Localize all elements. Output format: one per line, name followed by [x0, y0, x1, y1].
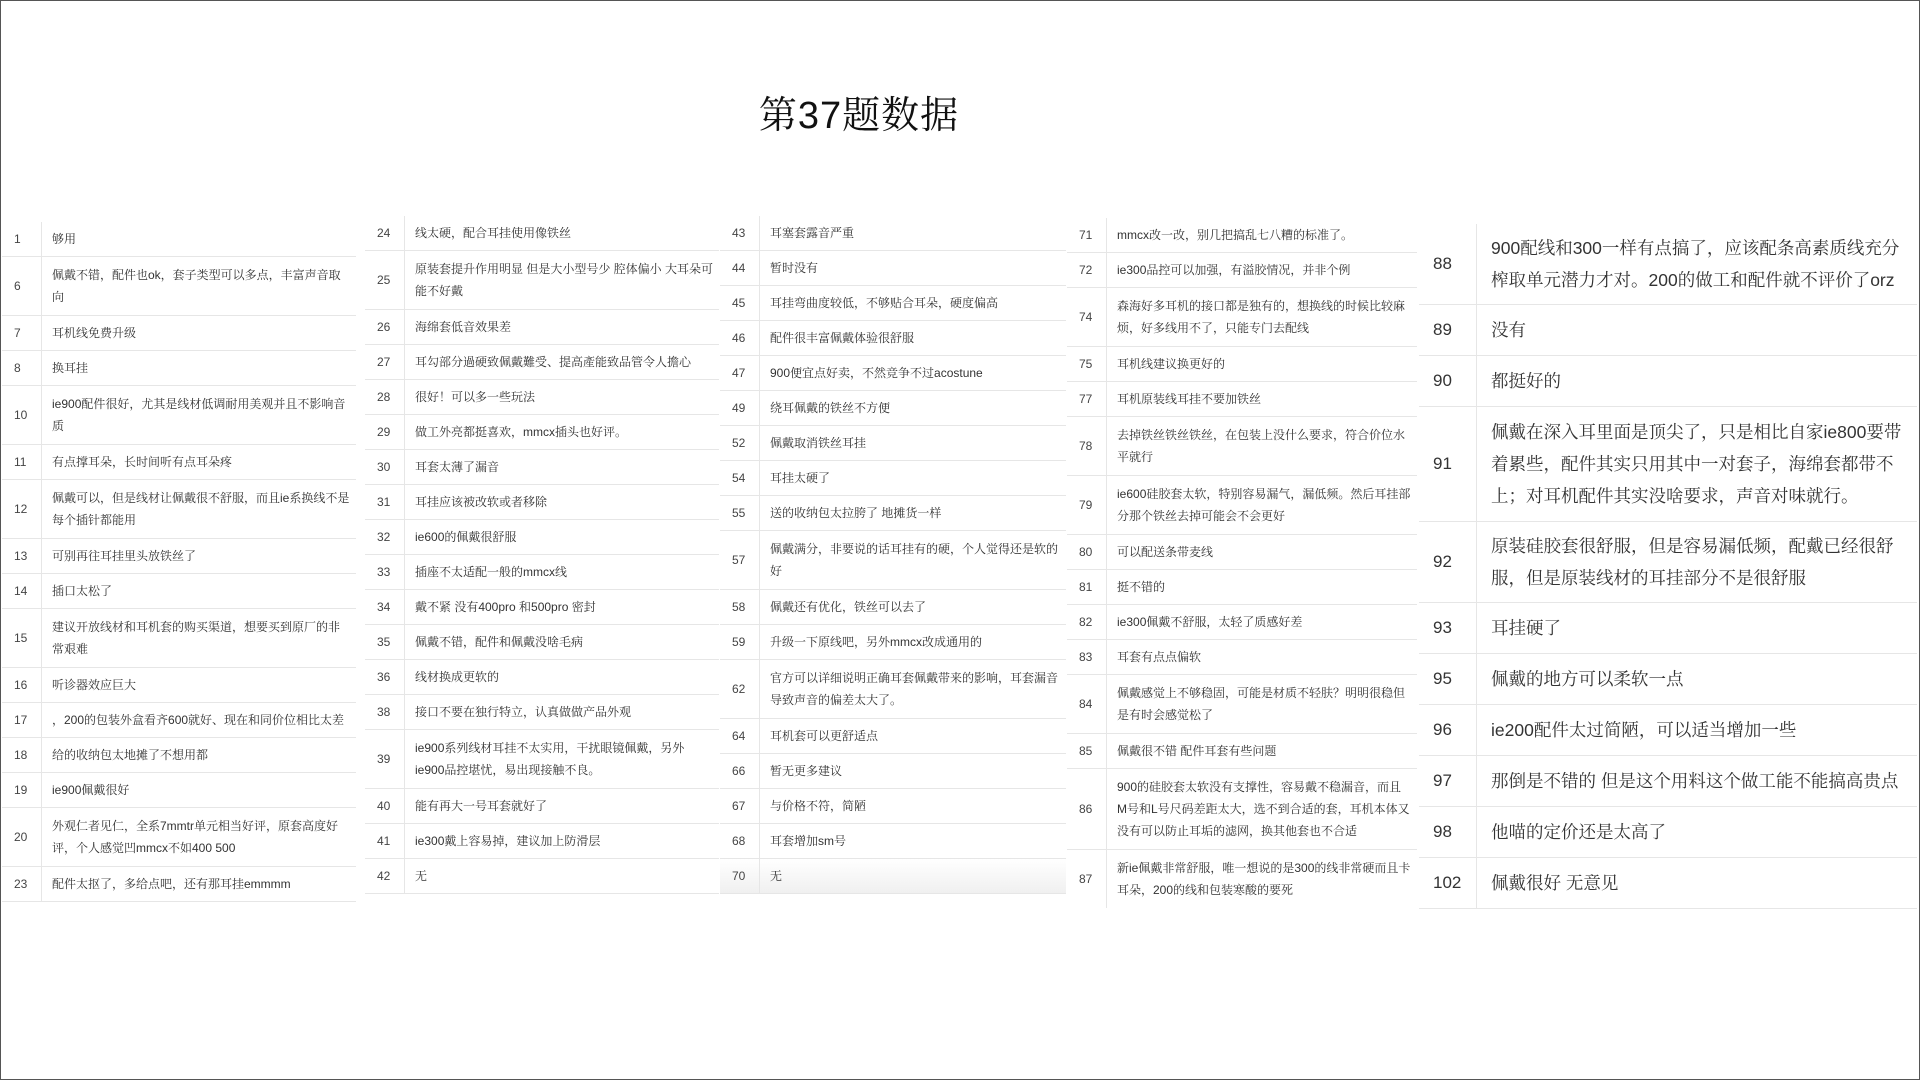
- table-row: [720, 251, 1066, 286]
- row-number: 96: [1419, 705, 1477, 755]
- row-number: 46: [720, 321, 760, 355]
- row-number: 71: [1067, 218, 1107, 252]
- table-row: [720, 590, 1066, 625]
- row-number: 47: [720, 356, 760, 390]
- row-text: 给的收纳包太地摊了不想用都: [52, 748, 209, 762]
- row-number: 52: [720, 426, 760, 460]
- table-row: [2, 222, 356, 257]
- row-text: 无: [415, 869, 428, 883]
- table-row: [1419, 705, 1917, 756]
- table-row: [365, 310, 719, 345]
- table-column-2: [365, 216, 719, 894]
- table-row: [720, 426, 1066, 461]
- row-number: 66: [720, 754, 760, 788]
- row-number: 90: [1419, 356, 1477, 406]
- table-row: [2, 386, 356, 445]
- row-number: 29: [365, 415, 405, 449]
- table-row: [1067, 288, 1417, 347]
- row-text: ie900配件很好，尤其是线材低调耐用美观并且不影响音质: [52, 397, 346, 433]
- table-row: [1067, 570, 1417, 605]
- row-text: 新ie佩戴非常舒服，唯一想说的是300的线非常硬而且卡耳朵，200的线和包装寒酸的要死: [1117, 861, 1411, 897]
- row-text: 插座不太适配一般的mmcx线: [415, 565, 567, 579]
- row-text: ie300品控可以加强，有溢胶情况，并非个例: [1117, 263, 1351, 277]
- table-row: [720, 356, 1066, 391]
- table-row: [365, 730, 719, 789]
- row-number: 77: [1067, 382, 1107, 416]
- row-text: 配件太抠了，多给点吧，还有那耳挂emmmm: [52, 877, 291, 891]
- table-row: [2, 480, 356, 539]
- row-number: 18: [2, 738, 42, 772]
- row-text: 900配线和300一样有点搞了，应该配条高素质线充分榨取单元潜力才对。200的做工和配件就不评价了orz: [1491, 238, 1900, 290]
- table-row: [720, 719, 1066, 754]
- table-row: [2, 445, 356, 480]
- row-text: 佩戴在深入耳里面是顶尖了，只是相比自家ie800要带着累些，配件其实只用其中一对套子，海绵套都带不上；对耳机配件其实没啥要求，声音对味就行。: [1491, 422, 1902, 506]
- table-row: [365, 485, 719, 520]
- table-row: [365, 555, 719, 590]
- table-row: [365, 216, 719, 251]
- row-text: 绕耳佩戴的铁丝不方便: [770, 401, 891, 415]
- row-number: 30: [365, 450, 405, 484]
- row-text: 900的硅胶套太软没有支撑性，容易戴不稳漏音，而且M号和L号尺码差距太大，选不到合适的套，耳机本体又没有可以防止耳垢的滤网，换其他套也不合适: [1117, 780, 1410, 838]
- row-text: 耳机套可以更舒适点: [770, 729, 879, 743]
- row-text: 线材换成更软的: [415, 670, 500, 684]
- page-title: 第37题数据: [758, 95, 960, 137]
- row-number: 14: [2, 574, 42, 608]
- table-row: [1067, 769, 1417, 850]
- table-row: [720, 216, 1066, 251]
- row-text: 900便宜点好卖，不然竞争不过acostune: [770, 366, 983, 380]
- row-text: 耳塞套露音严重: [770, 226, 855, 240]
- table-row: [365, 859, 719, 894]
- row-number: 84: [1067, 675, 1107, 733]
- table-column-5: [1419, 224, 1917, 909]
- table-row: [2, 574, 356, 609]
- row-text: ie900系列线材耳挂不太实用，干扰眼镜佩戴，另外ie900品控堪忧，易出现接触不良。: [415, 741, 685, 777]
- table-row: [1419, 654, 1917, 705]
- row-number: 49: [720, 391, 760, 425]
- row-number: 78: [1067, 417, 1107, 475]
- table-row: [2, 351, 356, 386]
- row-number: 24: [365, 216, 405, 250]
- table-row: [365, 625, 719, 660]
- table-row: [720, 859, 1066, 894]
- table-row: [1419, 407, 1917, 522]
- table-row: [2, 703, 356, 738]
- row-text: 挺不错的: [1117, 580, 1166, 594]
- row-text: 佩戴还有优化，铁丝可以去了: [770, 600, 927, 614]
- row-number: 16: [2, 668, 42, 702]
- row-number: 91: [1419, 407, 1477, 521]
- row-number: 88: [1419, 224, 1477, 304]
- row-text: 原装硅胶套很舒服，但是容易漏低频，配戴已经很舒服，但是原装线材的耳挂部分不是很舒服: [1491, 536, 1894, 588]
- table-row: [1067, 734, 1417, 769]
- row-number: 36: [365, 660, 405, 694]
- table-row: [720, 824, 1066, 859]
- row-text: 外观仁者见仁，全系7mmtr单元相当好评，原套高度好评，个人感觉凹mmcx不如400 500: [52, 819, 338, 855]
- table-row: [1419, 356, 1917, 407]
- table-row: [720, 625, 1066, 660]
- row-text: 耳机线免费升级: [52, 326, 137, 340]
- row-text: 佩戴感觉上不够稳固，可能是材质不轻肤？明明很稳但是有时会感觉松了: [1117, 686, 1406, 722]
- row-text: 戴不紧 没有400pro 和500pro 密封: [415, 600, 596, 614]
- table-row: [720, 286, 1066, 321]
- row-number: 85: [1067, 734, 1107, 768]
- row-text: 可别再往耳挂里头放铁丝了: [52, 549, 197, 563]
- table-row: [1067, 850, 1417, 908]
- row-number: 1: [2, 222, 42, 256]
- table-row: [720, 660, 1066, 719]
- row-text: 海绵套低音效果差: [415, 320, 512, 334]
- table-row: [720, 789, 1066, 824]
- table-row: [2, 257, 356, 316]
- row-text: ie600的佩戴很舒服: [415, 530, 517, 544]
- row-number: 58: [720, 590, 760, 624]
- row-text: ie300佩戴不舒服，太轻了质感好差: [1117, 615, 1303, 629]
- row-number: 59: [720, 625, 760, 659]
- row-text: ie300戴上容易掉，建议加上防滑层: [415, 834, 601, 848]
- table-row: [365, 824, 719, 859]
- row-text: 可以配送条带麦线: [1117, 545, 1214, 559]
- row-text: 听诊器效应巨大: [52, 678, 137, 692]
- table-row: [365, 251, 719, 310]
- row-text: 没有: [1491, 320, 1526, 340]
- row-text: 佩戴的地方可以柔软一点: [1491, 669, 1684, 689]
- row-number: 25: [365, 251, 405, 309]
- row-text: 与价格不符，简陋: [770, 799, 867, 813]
- row-number: 80: [1067, 535, 1107, 569]
- table-row: [1067, 640, 1417, 675]
- row-number: 45: [720, 286, 760, 320]
- row-number: 11: [2, 445, 42, 479]
- row-text: 佩戴不错，配件和佩戴没啥毛病: [415, 635, 584, 649]
- row-text: 插口太松了: [52, 584, 113, 598]
- row-number: 102: [1419, 858, 1477, 908]
- row-text: 耳挂应该被改软或者移除: [415, 495, 548, 509]
- row-text: 能有再大一号耳套就好了: [415, 799, 548, 813]
- row-number: 26: [365, 310, 405, 344]
- row-text: 佩戴很不错 配件耳套有些问题: [1117, 744, 1277, 758]
- row-number: 32: [365, 520, 405, 554]
- row-number: 15: [2, 609, 42, 667]
- row-number: 68: [720, 824, 760, 858]
- table-row: [720, 754, 1066, 789]
- row-text: 暂无更多建议: [770, 764, 843, 778]
- row-text: 耳套太薄了漏音: [415, 460, 500, 474]
- row-text: 佩戴不错，配件也ok，套子类型可以多点，丰富声音取向: [52, 268, 341, 304]
- table-row: [2, 773, 356, 808]
- row-text: 佩戴很好 无意见: [1491, 873, 1619, 893]
- row-number: 72: [1067, 253, 1107, 287]
- row-number: 74: [1067, 288, 1107, 346]
- row-number: 7: [2, 316, 42, 350]
- row-text: 那倒是不错的 但是这个用料这个做工能不能搞高贵点: [1491, 771, 1899, 791]
- row-number: 43: [720, 216, 760, 250]
- row-text: ie900佩戴很好: [52, 783, 130, 797]
- row-text: 无: [770, 869, 783, 883]
- row-text: 他喵的定价还是太高了: [1491, 822, 1666, 842]
- row-text: ，200的包装外盒看齐600就好、现在和同价位相比太差: [52, 713, 345, 727]
- row-number: 62: [720, 660, 760, 718]
- row-text: 暂时没有: [770, 261, 819, 275]
- table-row: [1419, 756, 1917, 807]
- row-number: 8: [2, 351, 42, 385]
- table-row: [2, 539, 356, 574]
- table-row: [1067, 417, 1417, 476]
- table-column-1: [2, 222, 356, 902]
- row-text: 耳套增加sm号: [770, 834, 846, 848]
- row-number: 95: [1419, 654, 1477, 704]
- row-number: 6: [2, 257, 42, 315]
- row-number: 38: [365, 695, 405, 729]
- table-row: [2, 808, 356, 867]
- table-row: [1067, 253, 1417, 288]
- row-text: 建议开放线材和耳机套的购买渠道，想要买到原厂的非常艰难: [52, 620, 341, 656]
- table-row: [1067, 218, 1417, 253]
- row-text: 耳挂弯曲度较低，不够贴合耳朵，硬度偏高: [770, 296, 999, 310]
- table-row: [720, 496, 1066, 531]
- table-row: [365, 520, 719, 555]
- row-text: ie200配件太过简陋，可以适当增加一些: [1491, 720, 1797, 740]
- row-number: 12: [2, 480, 42, 538]
- table-row: [720, 461, 1066, 496]
- row-text: 做工外亮都挺喜欢，mmcx插头也好评。: [415, 425, 627, 439]
- table-row: [365, 590, 719, 625]
- table-row: [1067, 382, 1417, 417]
- row-number: 70: [720, 859, 760, 893]
- row-number: 42: [365, 859, 405, 893]
- table-row: [720, 531, 1066, 590]
- row-number: 57: [720, 531, 760, 589]
- row-number: 44: [720, 251, 760, 285]
- table-row: [1419, 305, 1917, 356]
- table-column-4: [1067, 218, 1417, 908]
- row-number: 33: [365, 555, 405, 589]
- row-number: 86: [1067, 769, 1107, 849]
- row-text: mmcx改一改，别几把搞乱七八糟的标准了。: [1117, 228, 1353, 242]
- row-text: 有点撑耳朵，长时间听有点耳朵疼: [52, 455, 233, 469]
- table-row: [720, 391, 1066, 426]
- row-number: 79: [1067, 476, 1107, 534]
- row-number: 81: [1067, 570, 1107, 604]
- table-row: [365, 415, 719, 450]
- row-number: 83: [1067, 640, 1107, 674]
- row-number: 19: [2, 773, 42, 807]
- table-column-3: [720, 216, 1066, 894]
- row-number: 55: [720, 496, 760, 530]
- table-row: [1067, 675, 1417, 734]
- table-row: [1419, 807, 1917, 858]
- table-row: [365, 450, 719, 485]
- table-row: [365, 789, 719, 824]
- row-text: 佩戴取消铁丝耳挂: [770, 436, 867, 450]
- row-text: 耳套有点点偏软: [1117, 650, 1202, 664]
- table-row: [1067, 605, 1417, 640]
- row-number: 64: [720, 719, 760, 753]
- row-text: 原装套提升作用明显 但是大小型号少 腔体偏小 大耳朵可能不好戴: [415, 262, 714, 298]
- table-row: [2, 668, 356, 703]
- row-number: 34: [365, 590, 405, 624]
- row-text: 够用: [52, 232, 77, 246]
- row-number: 75: [1067, 347, 1107, 381]
- table-row: [365, 695, 719, 730]
- row-text: 耳机原装线耳挂不要加铁丝: [1117, 392, 1262, 406]
- row-text: 线太硬，配合耳挂使用像铁丝: [415, 226, 572, 240]
- row-text: 去掉铁丝铁丝铁丝，在包装上没什么要求，符合价位水平就行: [1117, 428, 1406, 464]
- table-row: [2, 609, 356, 668]
- row-number: 67: [720, 789, 760, 823]
- row-text: ie600硅胶套太软，特别容易漏气，漏低频。然后耳挂部分那个铁丝去掉可能会不会更好: [1117, 487, 1411, 523]
- row-number: 41: [365, 824, 405, 858]
- table-row: [1067, 476, 1417, 535]
- row-number: 97: [1419, 756, 1477, 806]
- row-number: 27: [365, 345, 405, 379]
- row-text: 佩戴满分，非要说的话耳挂有的硬，个人觉得还是软的好: [770, 542, 1059, 578]
- table-row: [1419, 224, 1917, 305]
- row-number: 93: [1419, 603, 1477, 653]
- table-row: [1419, 858, 1917, 909]
- row-number: 82: [1067, 605, 1107, 639]
- table-row: [365, 345, 719, 380]
- row-text: 升级一下原线吧，另外mmcx改成通用的: [770, 635, 982, 649]
- row-number: 98: [1419, 807, 1477, 857]
- row-number: 17: [2, 703, 42, 737]
- row-text: 耳挂硬了: [1491, 618, 1561, 638]
- table-row: [1067, 347, 1417, 382]
- row-number: 40: [365, 789, 405, 823]
- table-row: [1419, 603, 1917, 654]
- row-text: 耳机线建议换更好的: [1117, 357, 1226, 371]
- row-number: 13: [2, 539, 42, 573]
- row-number: 20: [2, 808, 42, 866]
- row-number: 35: [365, 625, 405, 659]
- row-number: 28: [365, 380, 405, 414]
- row-text: 佩戴可以，但是线材让佩戴很不舒服，而且ie系换线不是每个插针都能用: [52, 491, 350, 527]
- table-row: [1067, 535, 1417, 570]
- row-number: 87: [1067, 850, 1107, 908]
- row-text: 接口不要在独行特立，认真做做产品外观: [415, 705, 632, 719]
- row-number: 31: [365, 485, 405, 519]
- row-number: 92: [1419, 522, 1477, 602]
- table-row: [365, 660, 719, 695]
- table-row: [365, 380, 719, 415]
- row-text: 官方可以详细说明正确耳套佩戴带来的影响，耳套漏音导致声音的偏差太大了。: [770, 671, 1059, 707]
- row-text: 耳勾部分過硬致佩戴難受、提高產能致品管令人擔心: [415, 355, 692, 369]
- row-text: 都挺好的: [1491, 371, 1561, 391]
- row-text: 耳挂太硬了: [770, 471, 831, 485]
- row-text: 配件很丰富佩戴体验很舒服: [770, 331, 915, 345]
- table-row: [2, 316, 356, 351]
- row-number: 23: [2, 867, 42, 901]
- row-number: 89: [1419, 305, 1477, 355]
- row-text: 换耳挂: [52, 361, 89, 375]
- table-row: [1419, 522, 1917, 603]
- table-row: [720, 321, 1066, 356]
- table-row: [2, 738, 356, 773]
- row-number: 10: [2, 386, 42, 444]
- row-text: 送的收纳包太拉胯了 地摊货一样: [770, 506, 942, 520]
- table-row: [2, 867, 356, 902]
- row-number: 54: [720, 461, 760, 495]
- row-text: 森海好多耳机的接口都是独有的，想换线的时候比较麻烦，好多线用不了，只能专门去配线: [1117, 299, 1406, 335]
- row-number: 39: [365, 730, 405, 788]
- row-text: 很好！可以多一些玩法: [415, 390, 536, 404]
